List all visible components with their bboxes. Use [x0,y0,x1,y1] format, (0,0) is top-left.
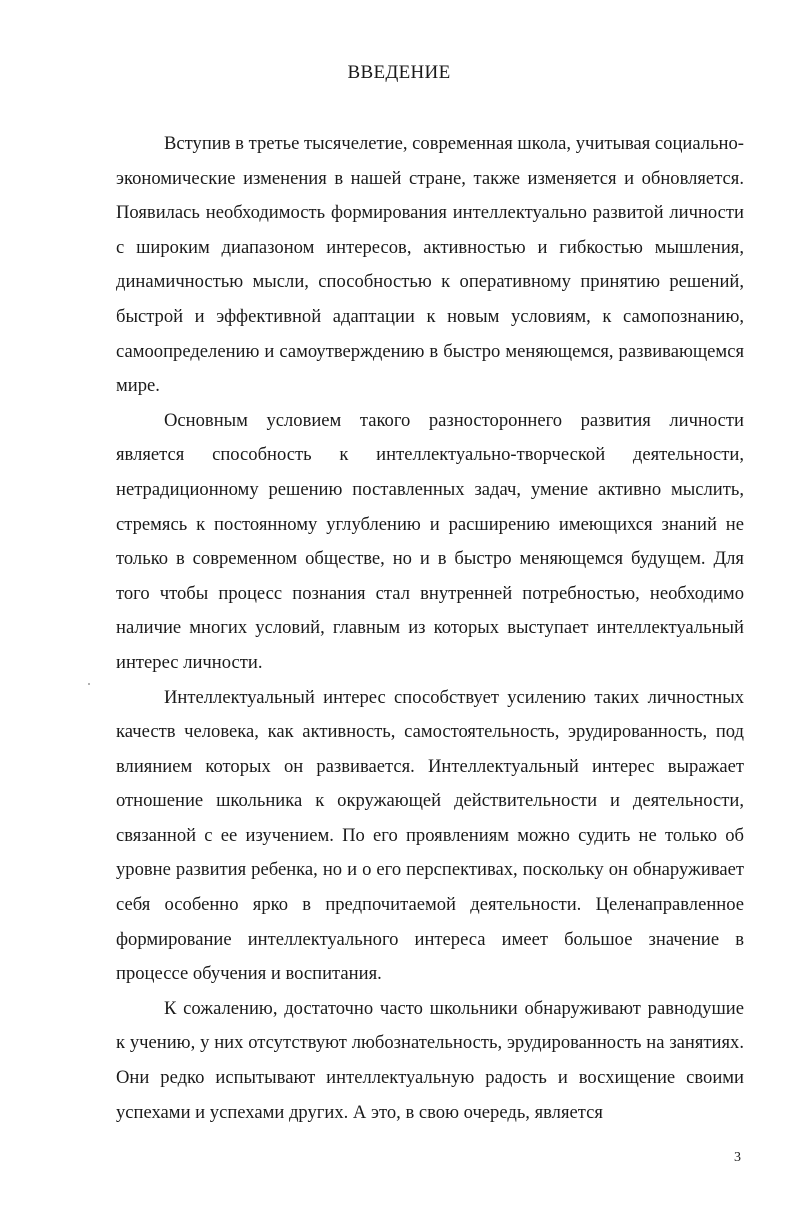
paragraph-1: Вступив в третье тысячелетие, современная школа, учитывая социально-экономические изменения в нашей стране, также изменяется и обновляется. Появилась необходимость формирования интеллектуально развитой личности с широким диапазоном интересов, активностью и гибкостью мышления, динамичностью мысли, способностью к оперативному принятию решений, быстрой и эффективной адаптации к новым условиям, к самопознанию, самоопределению и самоутверждению в быстро меняющемся, развивающемся мире. [116,133,744,397]
scan-speck [88,683,90,685]
page-title: ВВЕДЕНИЕ [347,62,451,83]
paragraph-2: Основным условием такого разностороннего развития личности является способность к интеллектуально-творческой деятельности, нетрадиционному решению поставленных задач, умение активно мыслить, стремясь к постоянному углублению и расширению имеющихся знаний не только в современном обществе, но и в быстро меняющемся будущем. Для того чтобы процесс познания стал внутренней потребностью, необходимо наличие многих условий, главным из которых выступает интеллектуальный интерес личности. [116,409,744,673]
page-number: 3 [734,1150,741,1165]
paragraph-3: Интеллектуальный интерес способствует усилению таких личностных качеств человека, как активность, самостоятельность, эрудированность, под влиянием которых он развивается. Интеллектуальный интерес выражает отношение школьника к окружающей действительности и деятельности, связанной с ее изучением. По его проявлениям можно судить не только об уровне развития ребенка, но и о его перспективах, поскольку он обнаруживает себя особенно ярко в предпочитаемой деятельности. Целенаправленное формирование интеллектуального интереса имеет большое значение в процессе обучения и воспитания. [116,686,744,985]
body-text [116,127,744,1130]
paragraph-4: К сожалению, достаточно часто школьники обнаруживают равнодушие к учению, у них отсутствуют любознательность, эрудированность на занятиях. Они редко испытывают интеллектуальную радость и восхищение своими успехами и успехами других. А это, в свою очередь, является [116,997,744,1123]
